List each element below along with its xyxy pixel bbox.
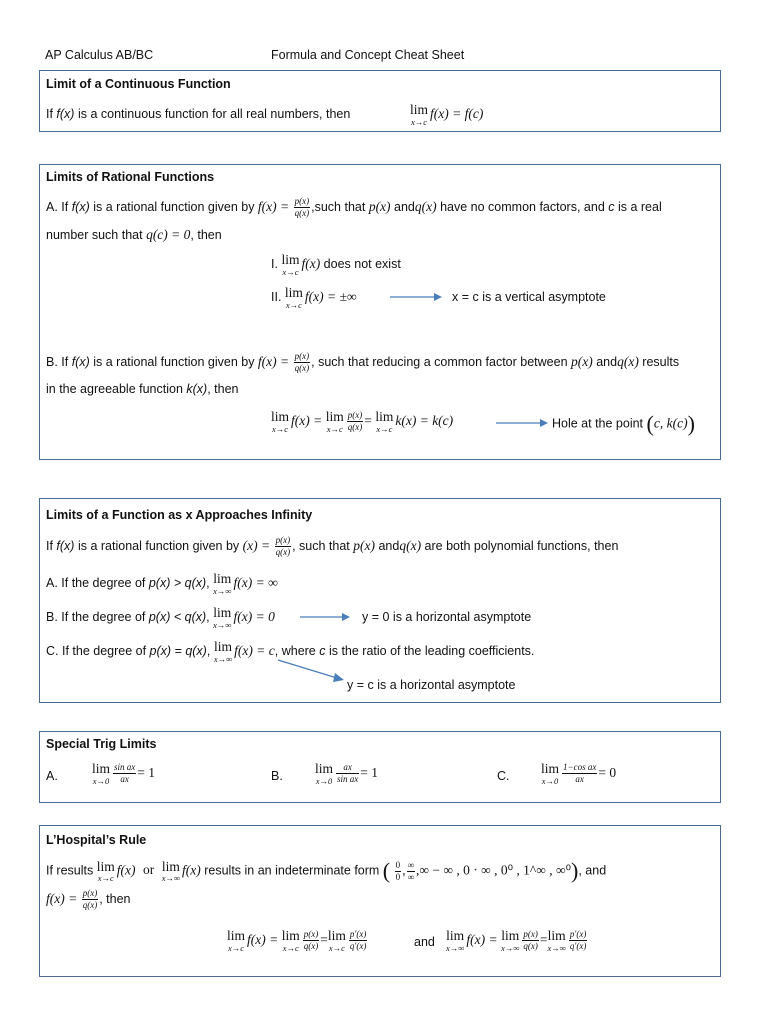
infinity-case-b: B. If the degree of p(x) < q(x), lim x→∞ f(x) = 0	[46, 605, 275, 630]
course-title: AP Calculus AB/BC	[45, 48, 154, 62]
fraction-trig-b: $\frac{ax}{\text{sin ax}}$	[337, 762, 359, 784]
infinity-case-c: C. If the degree of p(x) = q(x), lim x→∞ f(x) = c, where c is the ratio of the leading coefficients.	[46, 639, 535, 664]
continuous-formula	[410, 103, 483, 126]
trig-c-formula: lim x→0 $\frac{\text{1−cos ax}}{ax}$ = 0	[541, 761, 617, 786]
rational-heading: Limits of Rational Functions	[46, 170, 215, 184]
fraction-p-over-q: $\frac{p(x)}{q(x)}$	[294, 196, 310, 218]
arrow-icon	[496, 418, 548, 428]
lim-operator: lim x→∞	[161, 858, 181, 883]
lim-operator: lim x→c	[96, 858, 115, 883]
fraction-p-over-q: $\frac{p(x)}{q(x)}$	[523, 929, 538, 951]
infinity-intro: If f(x) is a rational function given by (x) = $\frac{p(x)}{q(x)}$ , such that p(x) andq(x) are both polynomial functions, then	[46, 535, 619, 557]
continuous-text-if: If	[46, 107, 57, 121]
lim-operator: lim x→c	[281, 928, 300, 953]
trig-c-label: C.	[497, 769, 510, 783]
fraction-p-over-q: $\frac{p(x)}{q(x)}$	[303, 929, 319, 951]
hole-result: Hole at the point (c, k(c))	[552, 411, 695, 436]
lhopital-and: and	[414, 935, 435, 949]
trig-a-label: A.	[46, 769, 58, 783]
trig-b-formula: lim x→0 $\frac{ax}{\text{sin ax}}$ = 1	[315, 761, 379, 786]
lhopital-formula-inf: lim x→∞ f(x) = lim x→∞ $\frac{p(x)}{q(x)}$ = lim x→∞ $\frac{p'(x)}{q'(x)}$	[446, 928, 587, 953]
lhopital-formula-c: lim x→c f(x) = lim x→c $\frac{p(x)}{q(x)}$ = lim x→c $\frac{p'(x)}{q'(x)}$	[227, 928, 367, 953]
lim-operator: lim x→∞	[501, 928, 520, 953]
rational-b-formula: lim x→c f(x) = lim x→c $\frac{p(x)}{q(x)}$ = lim x→c k(x) = k(c)	[271, 409, 454, 434]
arrow-icon	[390, 292, 442, 302]
lim-operator: lim x→∞	[446, 928, 465, 953]
lim-operator: lim x→c	[271, 409, 290, 434]
fraction-pprime-over-qprime: $\frac{p'(x)}{q'(x)}$	[349, 929, 367, 951]
fraction-pprime-over-qprime: $\frac{p'(x)}{q'(x)}$	[569, 929, 587, 951]
continuous-text-rest: is a continuous function for all real numbers, then	[74, 107, 351, 121]
vertical-asymptote-result: x = c is a vertical asymptote	[452, 290, 606, 304]
trig-a-formula: lim x→0 $\frac{\text{sin ax}}{ax}$ = 1	[92, 761, 156, 786]
horizontal-asymptote-zero: y = 0 is a horizontal asymptote	[362, 610, 532, 624]
lim-operator: lim x→c	[375, 409, 394, 434]
horizontal-asymptote-c: y = c is a horizontal asymptote	[347, 678, 516, 692]
lim-operator: lim x→c	[227, 928, 246, 953]
lim-operator: lim x→0	[92, 761, 111, 786]
arrow-icon	[278, 660, 344, 684]
lim-operator: lim x→∞	[213, 571, 232, 596]
rational-case-ii: II. lim x→c f(x) = ±∞	[271, 285, 357, 310]
lim-operator: lim x→0	[541, 761, 560, 786]
lim-operator: lim x→c	[325, 409, 344, 434]
lim-operator: lim x→c	[410, 102, 429, 127]
infinity-heading: Limits of a Function as x Approaches Infinity	[46, 508, 313, 522]
lhopital-line1: If results lim x→c f(x) or lim x→∞ f(x) results in an indeterminate form ( $\frac{0}{0}$ , $\frac{\infty}{\infty}$ ,∞ − ∞ , 0 · ∞ , 0⁰ , 1^∞ , ∞⁰), and	[46, 858, 607, 883]
rational-a-line2: number such that q(c) = 0, then	[46, 227, 222, 242]
lhopital-line2: f(x) = $\frac{p(x)}{q(x)}$ , then	[46, 888, 131, 910]
lim-operator: lim x→∞	[213, 639, 233, 664]
fraction-p-over-q: $\frac{p(x)}{q(x)}$	[82, 888, 98, 910]
rational-b-line1: B. If f(x) is a rational function given by f(x) = $\frac{p(x)}{q(x)}$ , such that reducing a common factor between p(x) andq(x) results	[46, 351, 680, 373]
arrow-icon	[300, 612, 350, 622]
infinity-case-a: A. If the degree of p(x) > q(x), lim x→∞ f(x) = ∞	[46, 571, 278, 596]
page-title: Formula and Concept Cheat Sheet	[271, 48, 465, 62]
fraction-p-over-q: $\frac{p(x)}{q(x)}$	[275, 535, 291, 557]
lim-operator: lim x→c	[281, 252, 300, 277]
lim-operator: lim x→0	[315, 761, 334, 786]
fraction-trig-c: $\frac{\text{1−cos ax}}{ax}$	[563, 762, 597, 784]
lim-operator: lim x→c	[327, 928, 346, 953]
rational-b-line2: in the agreeable function k(x), then	[46, 382, 239, 396]
trig-b-label: B.	[271, 769, 283, 783]
lim-operator: lim x→∞	[547, 928, 566, 953]
rational-case-i: I. lim x→c f(x) does not exist	[271, 252, 401, 277]
rational-a-line1: A. If f(x) is a rational function given by f(x) = $\frac{p(x)}{q(x)}$ ,such that p(x) andq(x) have no common factors, and c is a real	[46, 196, 662, 218]
fraction-zero-over-zero: $\frac{0}{0}$	[395, 859, 401, 882]
lim-operator: lim x→c	[284, 285, 303, 310]
continuous-heading: Limit of a Continuous Function	[46, 77, 231, 91]
lhopital-heading: L’Hospital’s Rule	[46, 833, 147, 847]
infinity-box	[39, 498, 721, 703]
trig-heading: Special Trig Limits	[46, 737, 157, 751]
fraction-p-over-q: $\frac{p(x)}{q(x)}$	[347, 410, 363, 432]
fraction-p-over-q: $\frac{p(x)}{q(x)}$	[294, 351, 310, 373]
fraction-inf-over-inf: $\frac{\infty}{\infty}$	[407, 859, 415, 882]
lhopital-box	[39, 825, 721, 977]
lim-operator: lim x→∞	[213, 605, 232, 630]
continuous-formula-expr: f(x) = f(c)	[430, 105, 484, 121]
continuous-statement	[46, 107, 350, 121]
continuous-fx: f(x)	[56, 107, 75, 121]
fraction-trig-a: $\frac{\text{sin ax}}{ax}$	[114, 762, 136, 784]
